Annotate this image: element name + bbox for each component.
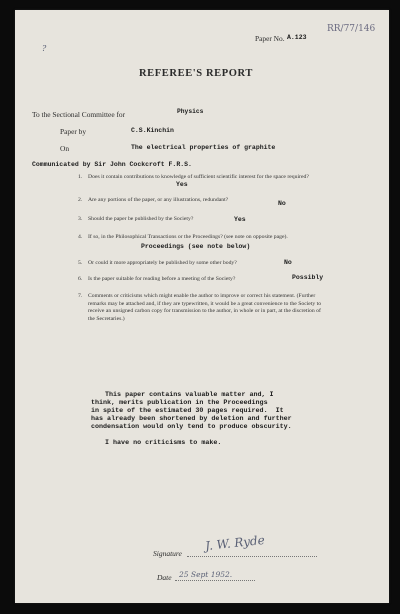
question-number: 5. (78, 260, 83, 266)
question-text: Or could it more appropriately be published by some other body? (88, 260, 237, 266)
comment-line-4: has already been shortened by deletion and further (91, 415, 292, 423)
question-text: Is the paper suitable for reading before a meeting of the Society? (88, 276, 236, 282)
question-6 (78, 276, 288, 284)
question-4 (78, 234, 328, 242)
answer-5: No (284, 259, 292, 266)
paper-no-label: Paper No. (255, 34, 285, 43)
paper-no-value: A.123 (287, 34, 307, 41)
answer-6: Possibly (292, 274, 324, 281)
date-value: 25 Sept 1952. (179, 570, 233, 579)
committee-label: To the Sectional Committee for (32, 110, 126, 119)
signature-value: J. W. Ryde (204, 532, 266, 554)
on-label: On (60, 144, 70, 153)
comment-line-2: think, merits publication in the Proceedings (91, 399, 268, 407)
date-line (175, 580, 255, 581)
comment-final: I have no criticisms to make. (105, 439, 222, 447)
committee-value: Physics (177, 108, 204, 115)
corner-mark: ? (42, 44, 47, 53)
question-number: 1. (78, 174, 83, 180)
question-2 (78, 197, 288, 205)
question-text: Comments or criticisms which might enable the author to improve or correct his statement. (Further remarks may be attached and, if they are typewritten, it would be a great convenience to the Society to receive an unsigned carbon copy for transmission to the author, in whole or in part, at the discretion of the Secretaries.) (88, 293, 322, 322)
signature-label: Signature (153, 549, 182, 558)
answer-4: Proceedings (see note below) (141, 243, 251, 250)
question-number: 3. (78, 216, 83, 222)
signature-line (187, 556, 317, 557)
question-7 (78, 293, 328, 323)
comment-line-5: condensation would only tend to produce obscurity. (91, 423, 292, 431)
comment-line-1: This paper contains valuable matter and, I (105, 391, 274, 399)
comment-line-3: in spite of the estimated 30 pages required. It (91, 407, 284, 415)
answer-1: Yes (176, 181, 188, 188)
question-text: Are any portions of the paper, or any illustrations, redundant? (88, 197, 229, 203)
date-label: Date (157, 573, 172, 582)
question-3 (78, 216, 248, 224)
page-title: REFEREE'S REPORT (139, 68, 253, 79)
answer-3: Yes (234, 216, 246, 223)
report-sheet (15, 10, 389, 603)
catalogue-reference: RR/77/146 (327, 24, 376, 34)
question-text: If so, in the Philosophical Transactions or the Proceedings? (see note on opposite page). (88, 234, 288, 240)
communicated-line: Communicated by Sir John Cockcroft F.R.S. (32, 161, 192, 168)
question-number: 7. (78, 293, 83, 299)
paper-by-label: Paper by (60, 127, 87, 136)
question-5 (78, 260, 288, 268)
subject-value: The electrical properties of graphite (131, 144, 276, 151)
author-value: C.S.Kinchin (131, 127, 174, 134)
question-number: 6. (78, 276, 83, 282)
question-text: Should the paper be published by the Society? (88, 216, 194, 222)
answer-2: No (278, 200, 286, 207)
question-1 (78, 174, 328, 182)
question-text: Does it contain contributions to knowledge of sufficient scientific interest for the space required? (88, 174, 309, 180)
question-number: 2. (78, 197, 83, 203)
question-number: 4. (78, 234, 83, 240)
